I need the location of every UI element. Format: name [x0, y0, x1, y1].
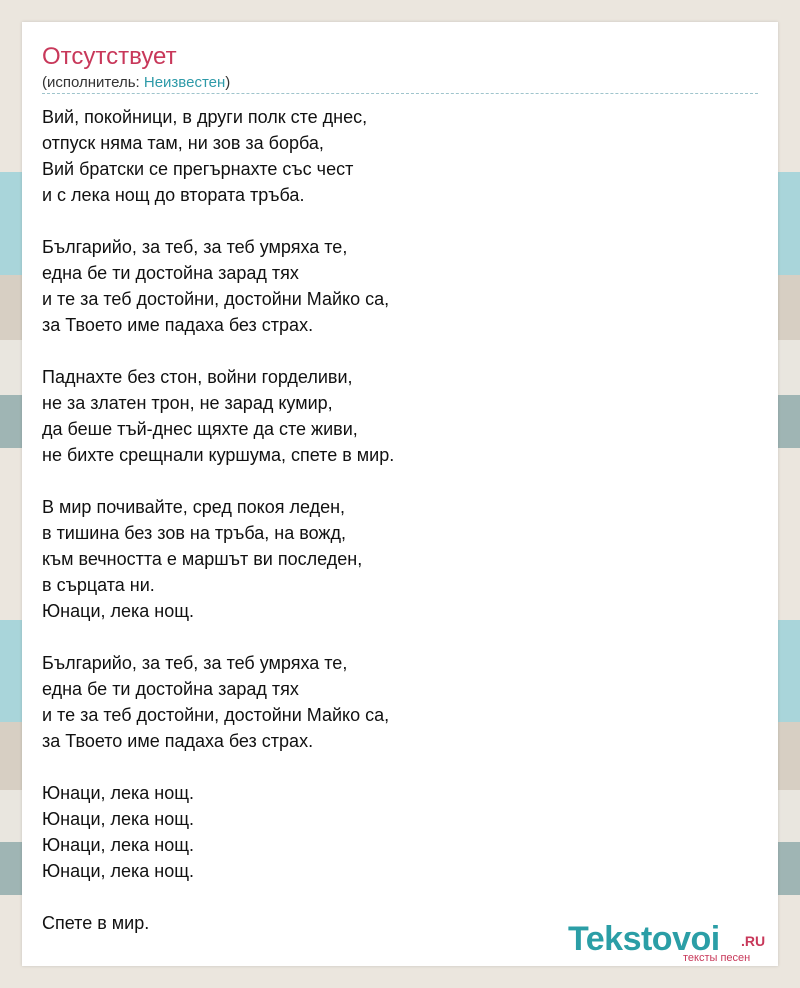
lyric-line: в сърцата ни. — [42, 575, 155, 595]
lyric-line: Вий, покойници, в други полк сте днес, — [42, 107, 368, 127]
lyric-line: една бе ти достойна зарад тях — [42, 679, 299, 699]
logo-domain: .RU — [741, 933, 766, 949]
logo-wordmark: Tekstovoi — [568, 920, 720, 958]
title-divider — [42, 93, 758, 94]
lyric-line: отпуск няма там, ни зов за борба, — [42, 133, 324, 153]
lyric-line: Българийо, за теб, за теб умряха те, — [42, 237, 348, 257]
lyric-line: Спете в мир. — [42, 913, 150, 933]
lyric-line: Паднахте без стон, войни горделиви, — [42, 367, 353, 387]
lyrics-card — [22, 22, 778, 966]
lyric-line: и с лека нощ до втората тръба. — [42, 185, 305, 205]
lyric-line: към вечността е маршът ви последен, — [42, 549, 363, 569]
lyric-line: Юнаци, лека нощ. — [42, 861, 195, 881]
artist-prefix: (исполнитель: — [42, 74, 144, 91]
lyric-line: Българийо, за теб, за теб умряха те, — [42, 653, 348, 673]
stanza-2 — [42, 234, 758, 338]
lyric-line: и те за теб достойни, достойни Майко са, — [42, 705, 390, 725]
lyric-line: Юнаци, лека нощ. — [42, 783, 195, 803]
site-logo[interactable] — [568, 920, 778, 966]
stanza-3 — [42, 364, 758, 468]
lyric-line: за Твоето име падаха без страх. — [42, 315, 314, 335]
stanza-gap — [42, 468, 758, 494]
stanza-4 — [42, 494, 758, 624]
lyric-line: една бе ти достойна зарад тях — [42, 263, 299, 283]
stanza-gap — [42, 754, 758, 780]
stanza-gap — [42, 624, 758, 650]
artist-line — [42, 74, 230, 92]
stanza-1 — [42, 104, 758, 208]
artist-suffix: ) — [225, 74, 231, 91]
lyric-line: за Твоето име падаха без страх. — [42, 731, 314, 751]
lyric-line: Юнаци, лека нощ. — [42, 809, 195, 829]
artist-link[interactable]: Неизвестен — [143, 74, 226, 91]
stanza-gap — [42, 884, 758, 910]
stanza-gap — [42, 208, 758, 234]
lyric-line: не за златен трон, не зарад кумир, — [42, 393, 333, 413]
stanza-5 — [42, 650, 758, 754]
lyric-line: не бихте срещнали куршума, спете в мир. — [42, 445, 395, 465]
logo-tagline: тексты песен — [683, 952, 751, 964]
lyrics-body — [42, 104, 758, 936]
lyric-line: в тишина без зов на тръба, на вожд, — [42, 523, 346, 543]
stanza-gap — [42, 338, 758, 364]
lyric-line: Юнаци, лека нощ. — [42, 601, 195, 621]
stanza-6 — [42, 780, 758, 884]
lyric-line: и те за теб достойни, достойни Майко са, — [42, 289, 390, 309]
lyric-line: Вий братски се прегърнахте със чест — [42, 159, 354, 179]
lyric-line: да беше тъй-днес щяхте да сте живи, — [42, 419, 358, 439]
song-title: Отсутствует — [42, 43, 177, 70]
lyric-line: В мир почивайте, сред покоя леден, — [42, 497, 346, 517]
lyric-line: Юнаци, лека нощ. — [42, 835, 195, 855]
